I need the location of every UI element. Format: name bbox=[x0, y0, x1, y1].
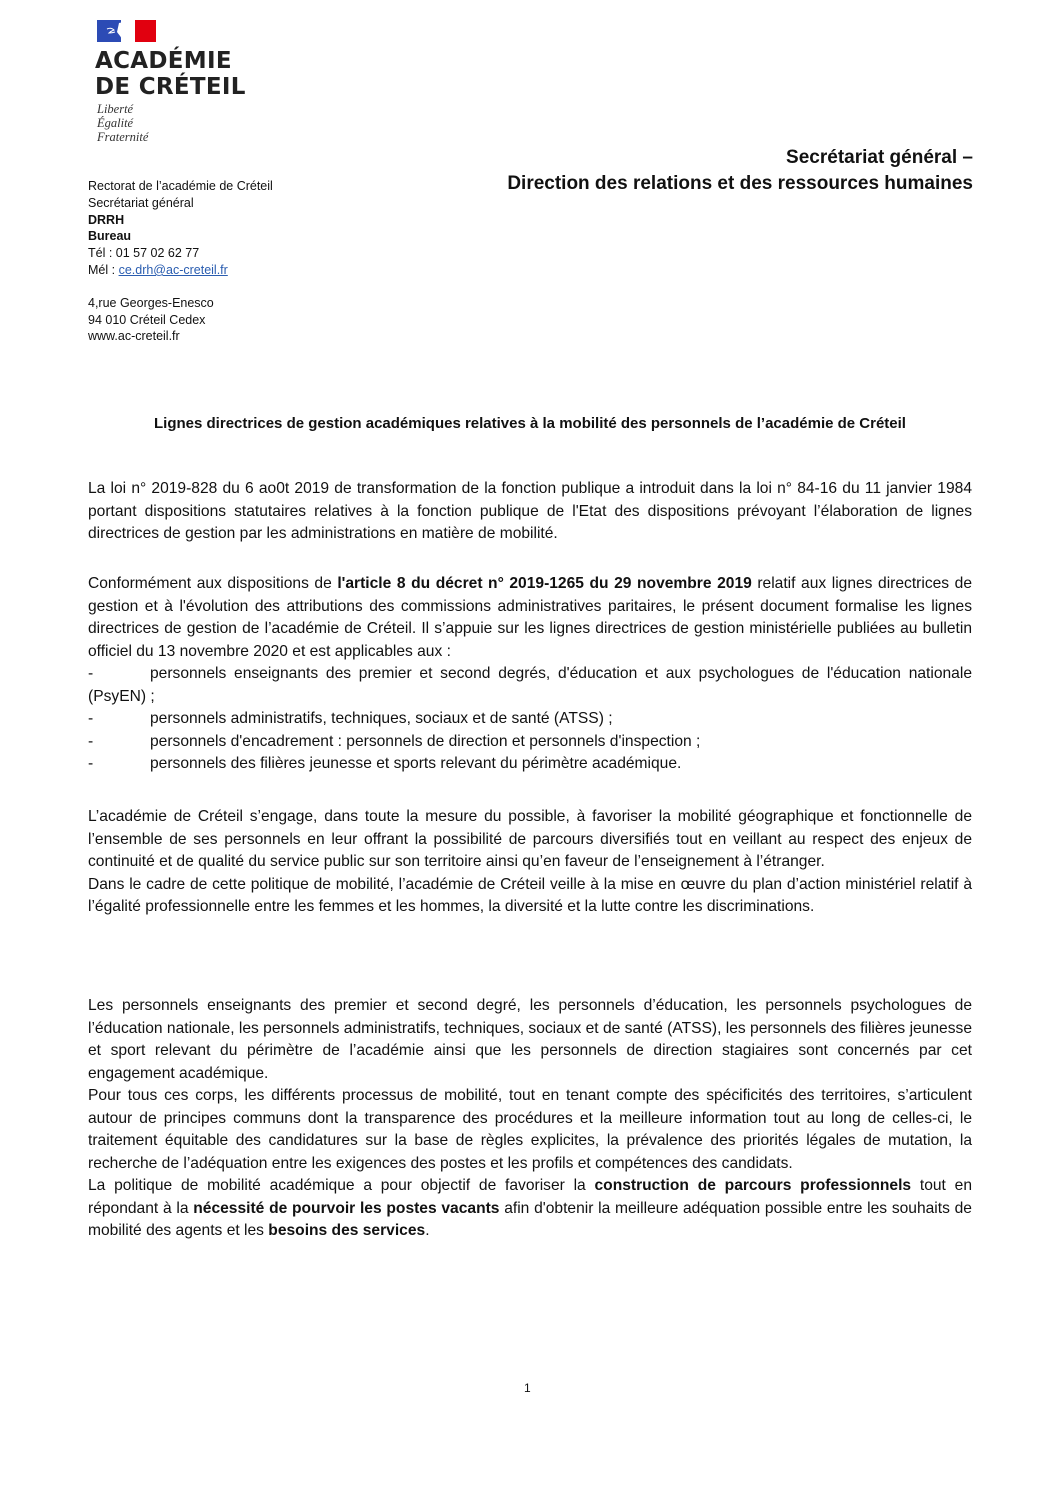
motto-fraternite: Fraternité bbox=[97, 130, 149, 144]
policy-b2: nécessité de pourvoir les postes vacants bbox=[193, 1199, 500, 1217]
address-tel: Tél : 01 57 02 62 77 bbox=[88, 246, 200, 261]
decree-pre: Conformément aux dispositions de bbox=[88, 575, 338, 592]
policy-t3: afin d'obtenir la meilleure adéquation possible entre les souhaits de mobilité des agents et les bbox=[88, 1199, 972, 1239]
bullet-item bbox=[88, 663, 972, 708]
address-street: 4,rue Georges-Enesco bbox=[88, 295, 214, 310]
paragraph-decree bbox=[88, 573, 972, 776]
motto-liberte: Liberté bbox=[97, 102, 134, 116]
marianne-flag-logo bbox=[97, 20, 156, 42]
bullet-dash: - bbox=[88, 732, 94, 750]
logo-academie: ACADÉMIE bbox=[95, 48, 232, 74]
paragraph-equality-text: Dans le cadre de cette politique de mobilité, l’académie de Créteil veille à la mise en œuvre du plan d’action ministériel relatif à l’égalité professionnelle entre les femmes et les hommes, la diversité et la lutte contre les discriminations. bbox=[88, 875, 972, 915]
page-number: 1 bbox=[524, 1381, 531, 1395]
address-mail-line bbox=[88, 262, 273, 279]
paragraph-engagement-text: L’académie de Créteil s’engage, dans toute la mesure du possible, à favoriser la mobilité géographique et fonctionnelle de l’ensemble de ses personnels en leur offrant la possibilité de parcours diversifiés tout en veillant au respect des enjeux de continuité et de qualité du service public sur son territoire ainsi qu’en faveur de l’enseignement à l’étranger. bbox=[88, 808, 972, 870]
paragraph-personnel-text: Les personnels enseignants des premier et second degré, les personnels d’éducation, les personnels psychologues de l’éducation nationale, les personnels administratifs, techniques, sociaux et de santé (ATSS), les personnels des filières jeunesse et sport relevant du périmètre de l’académie ainsi que les personnels de direction stagiaires sont concernés par cet engagement académique. bbox=[88, 997, 972, 1082]
logo-creteil: DE CRÉTEIL bbox=[95, 74, 246, 100]
policy-t4: . bbox=[425, 1222, 430, 1239]
bullet-text: personnels administratifs, techniques, sociaux et de santé (ATSS) ; bbox=[150, 710, 613, 727]
motto-egalite: Égalité bbox=[97, 116, 134, 130]
paragraph-principles-text: Pour tous ces corps, les différents processus de mobilité, tout en tenant compte des spécificités des territoires, s’articulent autour de principes communs dont la transparence des procédures et la meilleure information tout au long de celles-ci, le traitement équitable des candidatures sur la base de règles explicites, la prévalence des priorités légales de mutation, la recherche de l’adéquation entre les exigences des postes et les profils et compétences des candidats. bbox=[88, 1087, 972, 1172]
header-line-1: Secrétariat général – bbox=[786, 147, 973, 168]
paragraph-law-text: La loi n° 2019-828 du 6 ao0t 2019 de transformation de la fonction publique a introduit dans la loi n° 84-16 du 11 janvier 1984 portant dispositions statutaires relatives à la fonction publique de l'Etat des dispositions prévoyant l’élaboration de lignes directrices de gestion par les administrations en matière de mobilité. bbox=[88, 480, 972, 542]
header-line-2: Direction des relations et des ressources humaines bbox=[507, 173, 973, 194]
document-title: Lignes directrices de gestion académiques relatives à la mobilité des personnels de l’académie de Créteil bbox=[154, 415, 906, 432]
mail-link[interactable]: ce.drh@ac-creteil.fr bbox=[118, 262, 228, 277]
policy-t1: La politique de mobilité académique a pour objectif de favoriser la bbox=[88, 1177, 595, 1194]
address-block bbox=[88, 178, 273, 345]
address-bureau: Bureau bbox=[88, 229, 132, 244]
decree-post: relatif aux lignes directrices de gestion et à l'évolution des attributions des commissions administratives paritaires, le présent document formalise les lignes directrices de gestion de l’académie de Créteil. Il s’appuie sur les lignes directrices de gestion ministérielle publiées au bulletin officiel du 13 novembre 2020 et est applicables aux : bbox=[88, 575, 972, 660]
bullet-item bbox=[88, 731, 972, 754]
paragraph-personnel bbox=[88, 995, 972, 1243]
decree-bold: l'article 8 du décret n° 2019-1265 du 29 novembre 2019 bbox=[337, 575, 752, 592]
policy-b1: construction de parcours professionnels bbox=[594, 1177, 912, 1194]
bullet-text: personnels enseignants des premier et second degrés, d'éducation et aux psychologues de l'éducation nationale (PsyEN) ; bbox=[88, 665, 972, 705]
bullet-item bbox=[88, 708, 972, 731]
bullet-dash: - bbox=[88, 665, 94, 682]
bullet-text: personnels d'encadrement : personnels de direction et personnels d'inspection ; bbox=[150, 732, 701, 750]
address-secretariat: Secrétariat général bbox=[88, 195, 194, 210]
bullet-item bbox=[88, 753, 972, 776]
address-web: www.ac-creteil.fr bbox=[88, 329, 180, 344]
paragraph-engagement bbox=[88, 806, 972, 919]
mail-label: Mél : bbox=[88, 262, 119, 277]
paragraph-decree-text bbox=[88, 573, 972, 663]
policy-b3: besoins des services bbox=[268, 1222, 426, 1239]
bullet-text: personnels des filières jeunesse et sports relevant du périmètre académique. bbox=[150, 755, 682, 772]
bullet-dash: - bbox=[88, 710, 94, 727]
address-rectorat: Rectorat de l’académie de Créteil bbox=[88, 179, 273, 193]
policy-t2: tout en répondant à la bbox=[88, 1177, 972, 1217]
paragraph-policy-text bbox=[88, 1175, 972, 1243]
paragraph-law bbox=[88, 478, 972, 546]
bullet-dash: - bbox=[88, 755, 94, 772]
address-drrh: DRRH bbox=[88, 212, 125, 227]
address-city: 94 010 Créteil Cedex bbox=[88, 312, 206, 327]
